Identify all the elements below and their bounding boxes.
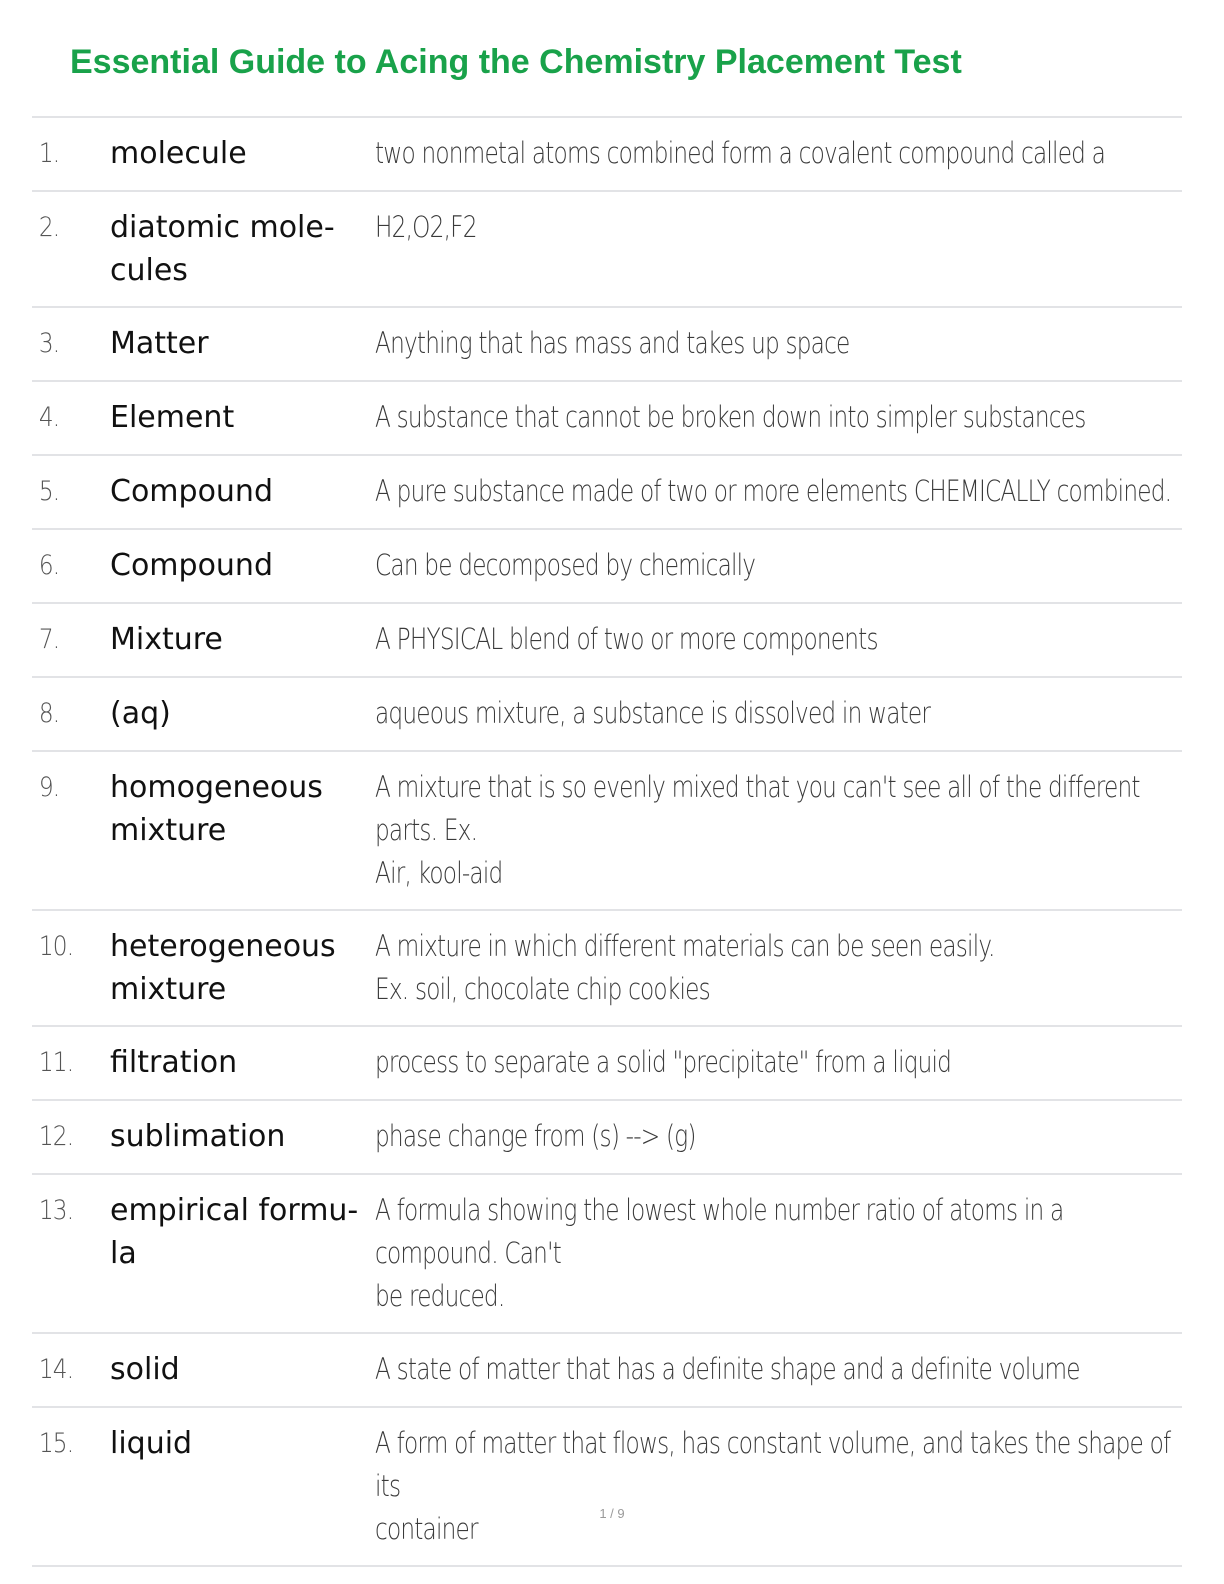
term-name: diatomic mole- cules (110, 210, 335, 288)
term-definition-cell (375, 1189, 1182, 1318)
table-row (32, 192, 1182, 308)
term-definition: Anything that has mass and takes up space (375, 326, 850, 360)
term-number: 5. (38, 476, 60, 507)
term-definition: A mixture that is so evenly mixed that you can't see all of the different parts. Ex. Air, kool-aid (375, 770, 1140, 890)
table-row (32, 308, 1182, 382)
term-definition: A formula showing the lowest whole number ratio of atoms in a compound. Can't be reduced. (375, 1193, 1064, 1313)
term-definition-cell (375, 925, 1182, 1011)
table-row (32, 382, 1182, 456)
table-row (32, 752, 1182, 911)
term-name: Mixture (110, 622, 223, 657)
term-number: 11. (38, 1047, 74, 1078)
term-number: 1. (38, 138, 60, 169)
table-row (32, 1334, 1182, 1408)
term-number: 15. (38, 1428, 74, 1459)
page-indicator: 1 / 9 (599, 1506, 625, 1521)
table-row (32, 1027, 1182, 1101)
term-number: 7. (38, 624, 60, 655)
term-definition: H2,O2,F2 (375, 210, 477, 244)
term-definition: two nonmetal atoms combined form a covalent compound called a (375, 136, 1106, 170)
term-name: Matter (110, 326, 209, 361)
term-definition: A PHYSICAL blend of two or more components (375, 622, 878, 656)
term-definition-cell (375, 396, 1182, 439)
term-name: molecule (110, 136, 247, 171)
term-definition: A mixture in which different materials can be seen easily. Ex. soil, chocolate chip cookies (375, 929, 995, 1006)
term-name: (aq) (110, 696, 171, 731)
term-number: 2. (38, 212, 60, 243)
table-row (32, 678, 1182, 752)
table-row (32, 118, 1182, 192)
term-name: sublimation (110, 1119, 286, 1154)
term-name: empirical formu- la (110, 1193, 359, 1271)
term-definition-cell (375, 766, 1182, 895)
term-definition: aqueous mixture, a substance is dissolved in water (375, 696, 931, 730)
term-name: Element (110, 400, 235, 435)
term-number: 4. (38, 402, 60, 433)
table-row (32, 456, 1182, 530)
table-row (32, 1408, 1182, 1567)
term-definition: A state of matter that has a definite shape and a definite volume (375, 1352, 1080, 1386)
term-table (32, 116, 1182, 1567)
table-row (32, 530, 1182, 604)
term-definition: process to separate a solid "precipitate" from a liquid (375, 1045, 952, 1079)
term-name: filtration (110, 1045, 238, 1080)
term-definition: A form of matter that flows, has constant volume, and takes the shape of its container (375, 1426, 1171, 1546)
term-definition-cell (375, 618, 1182, 661)
term-definition: phase change from (s) --> (g) (375, 1119, 696, 1153)
term-name: Compound (110, 548, 273, 583)
term-number: 8. (38, 698, 60, 729)
term-definition: A pure substance made of two or more elements CHEMICALLY combined. (375, 474, 1172, 508)
term-definition-cell (375, 1115, 1182, 1158)
term-number: 13. (38, 1195, 74, 1226)
term-number: 3. (38, 328, 60, 359)
term-definition-cell (375, 1041, 1182, 1084)
term-definition-cell (375, 206, 1182, 249)
term-definition: Can be decomposed by chemically (375, 548, 756, 582)
page-title: Essential Guide to Acing the Chemistry Placement Test (70, 43, 962, 81)
term-name: liquid (110, 1426, 193, 1461)
table-row (32, 911, 1182, 1027)
term-number: 14. (38, 1354, 74, 1385)
term-definition-cell (375, 132, 1182, 175)
table-row (32, 1175, 1182, 1334)
term-definition-cell (375, 470, 1182, 513)
term-definition-cell (375, 322, 1182, 365)
term-name: homogeneous mixture (110, 770, 323, 848)
term-name: Compound (110, 474, 273, 509)
term-name: solid (110, 1352, 180, 1387)
table-row (32, 604, 1182, 678)
table-row (32, 1101, 1182, 1175)
term-definition-cell (375, 544, 1182, 587)
term-definition-cell (375, 1422, 1182, 1551)
term-name: heterogeneous mixture (110, 929, 336, 1007)
term-definition-cell (375, 692, 1182, 735)
term-number: 12. (38, 1121, 74, 1152)
term-number: 10. (38, 931, 74, 962)
term-number: 9. (38, 772, 60, 803)
term-number: 6. (38, 550, 60, 581)
term-definition: A substance that cannot be broken down into simpler substances (375, 400, 1086, 434)
term-definition-cell (375, 1348, 1182, 1391)
